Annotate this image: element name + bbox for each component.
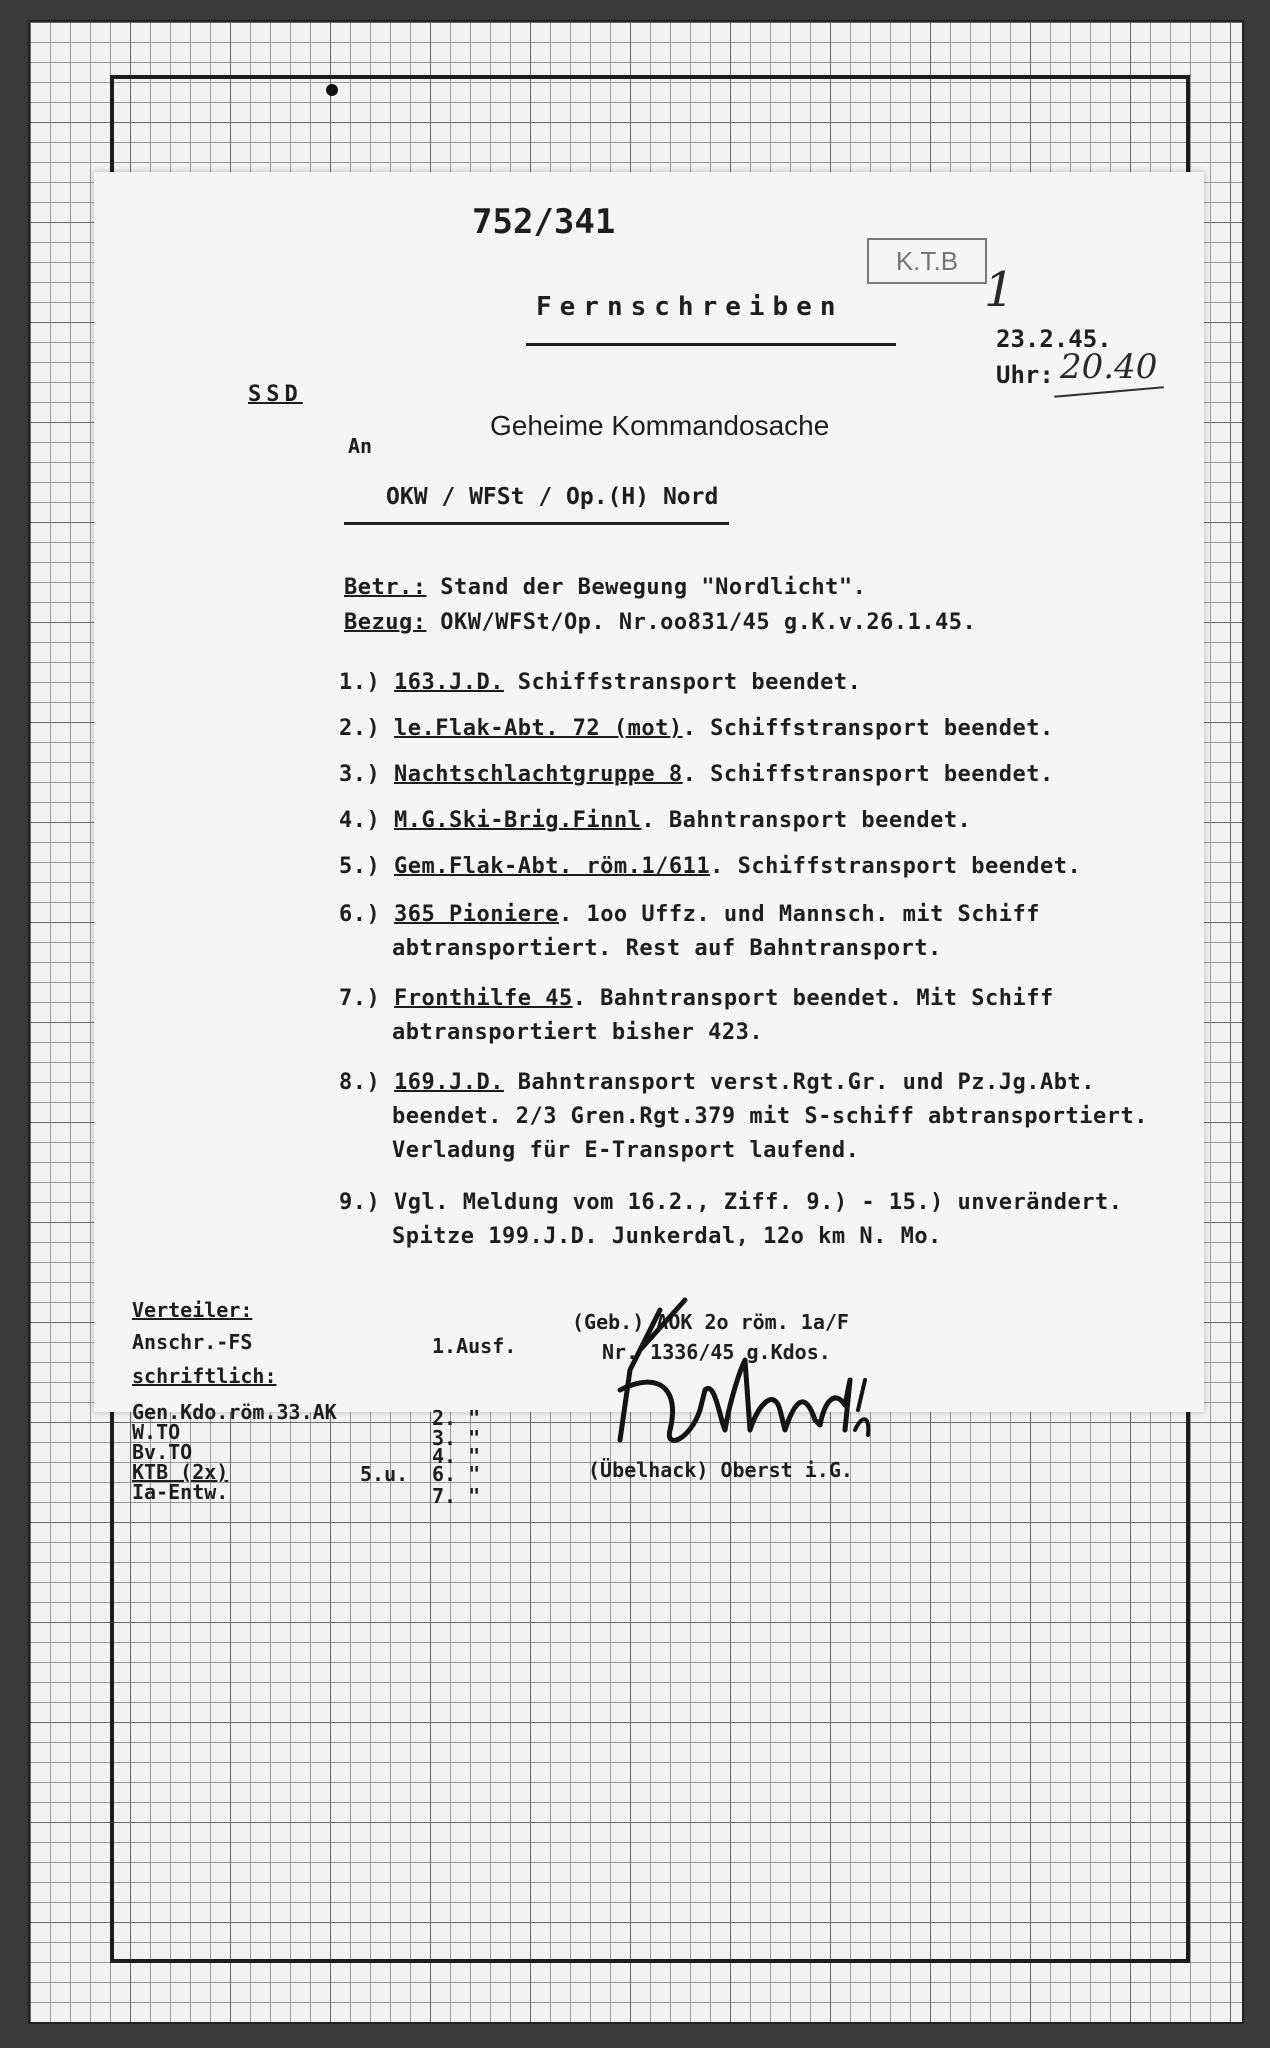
item-text: . Bahntransport beendet. Mit Schiff — [572, 986, 1054, 1011]
item-number: 4.) — [339, 808, 381, 833]
list-item — [339, 670, 861, 695]
distribution-count: 4. " — [432, 1444, 481, 1468]
distribution-entry: Ia-Entw. — [132, 1480, 229, 1504]
item-number: 2.) — [339, 716, 381, 741]
list-item — [339, 762, 1054, 787]
distribution-written-label: schriftlich: — [132, 1364, 277, 1388]
item-text: . Schiffstransport beendet. — [682, 716, 1054, 741]
distribution-count: 2. " — [432, 1406, 481, 1430]
list-item — [339, 716, 1054, 741]
item-continuation: Spitze 199.J.D. Junkerdal, 12o km N. Mo. — [392, 1224, 942, 1249]
distribution-count: 6. " — [432, 1462, 481, 1486]
distribution-fs-label: Anschr.-FS — [132, 1330, 253, 1354]
subject-label: Betr.: — [344, 575, 427, 600]
list-item — [339, 1070, 1095, 1095]
item-number: 1.) — [339, 670, 381, 695]
time-underline — [1054, 386, 1164, 398]
item-unit: 169.J.D. — [394, 1070, 504, 1095]
distribution-count-prefix: 5.u. — [360, 1462, 409, 1486]
list-item — [339, 902, 1040, 927]
distribution-count: 3. " — [432, 1426, 481, 1450]
time-label: Uhr: — [996, 361, 1054, 389]
item-unit: Fronthilfe 45 — [394, 986, 573, 1011]
reference-label: Bezug: — [344, 610, 427, 635]
item-continuation: abtransportiert. Rest auf Bahntransport. — [392, 936, 942, 961]
item-continuation: abtransportiert bisher 423. — [392, 1020, 764, 1045]
distribution-entry: W.TO — [132, 1420, 181, 1444]
item-unit: Nachtschlachtgruppe 8 — [394, 762, 683, 787]
distribution-entry: Bv.TO — [132, 1440, 193, 1464]
handwritten-signature — [600, 1290, 900, 1470]
item-text: Schiffstransport beendet. — [503, 670, 862, 695]
item-number: 9.) — [339, 1190, 381, 1215]
list-item — [339, 808, 971, 833]
item-continuation: beendet. 2/3 Gren.Rgt.379 mit S-schiff abtransportiert. — [392, 1104, 1148, 1129]
handwritten-page-number: 1 — [984, 262, 1015, 318]
list-item — [339, 986, 1054, 1011]
subject-text: Stand der Bewegung "Nordlicht". — [440, 575, 867, 600]
reference-line — [344, 610, 976, 635]
item-unit: 163.J.D. — [394, 670, 504, 695]
addressee-label: An — [348, 434, 373, 458]
recipient-underline — [344, 522, 729, 525]
corner-dot — [326, 84, 338, 96]
item-number: 5.) — [339, 854, 381, 879]
sender-number-label: Nr. — [602, 1340, 639, 1364]
item-number: 8.) — [339, 1070, 381, 1095]
item-text: Bahntransport verst.Rgt.Gr. und Pz.Jg.Abt. — [503, 1070, 1096, 1095]
classification-stamp: Geheime Kommandosache — [490, 410, 830, 441]
recipient: OKW / WFSt / Op.(H) Nord — [386, 484, 719, 510]
item-unit: Gem.Flak-Abt. röm.1/611 — [394, 854, 711, 879]
list-item — [339, 854, 1081, 879]
distribution-entry: Gen.Kdo.röm.33.AK — [132, 1400, 337, 1424]
item-number: 3.) — [339, 762, 381, 787]
document-title: Fernschreiben — [536, 292, 844, 322]
item-text: Vgl. Meldung vom 16.2., Ziff. 9.) - 15.) unverändert. — [394, 1190, 1123, 1215]
distribution-fs-count: 1.Ausf. — [432, 1334, 517, 1358]
item-text: . Schiffstransport beendet. — [710, 854, 1082, 879]
ktb-stamp: K.T.B — [867, 238, 987, 284]
handwritten-time: 20.40 — [1060, 347, 1158, 387]
document-number: 752/341 — [472, 202, 616, 242]
item-unit: M.G.Ski-Brig.Finnl — [394, 808, 642, 833]
distribution-count: 7. " — [432, 1484, 481, 1508]
item-continuation: Verladung für E-Transport laufend. — [392, 1138, 860, 1163]
signature-name-line: (Übelhack) Oberst i.G. — [588, 1458, 853, 1482]
item-unit: 365 Pioniere — [394, 902, 559, 927]
item-number: 6.) — [339, 902, 381, 927]
sender-line: (Geb.) AOK 2o röm. 1a/F — [572, 1310, 849, 1334]
item-number: 7.) — [339, 986, 381, 1011]
item-text: . Bahntransport beendet. — [641, 808, 972, 833]
priority-code: SSD — [248, 382, 303, 407]
title-underline — [526, 343, 896, 346]
item-text: . Schiffstransport beendet. — [682, 762, 1054, 787]
item-text: . 1oo Uffz. und Mannsch. mit Schiff — [558, 902, 1041, 927]
distribution-label: Verteiler: — [132, 1298, 253, 1322]
reference-text: OKW/WFSt/Op. Nr.oo831/45 g.K.v.26.1.45. — [440, 610, 977, 635]
list-item — [339, 1190, 1123, 1215]
item-unit: le.Flak-Abt. 72 (mot) — [394, 716, 683, 741]
distribution-entry: KTB (2x) — [132, 1460, 229, 1484]
sender-number: 1336/45 g.Kdos. — [650, 1340, 831, 1364]
date: 23.2.45. — [996, 325, 1112, 353]
subject-line — [344, 575, 866, 600]
